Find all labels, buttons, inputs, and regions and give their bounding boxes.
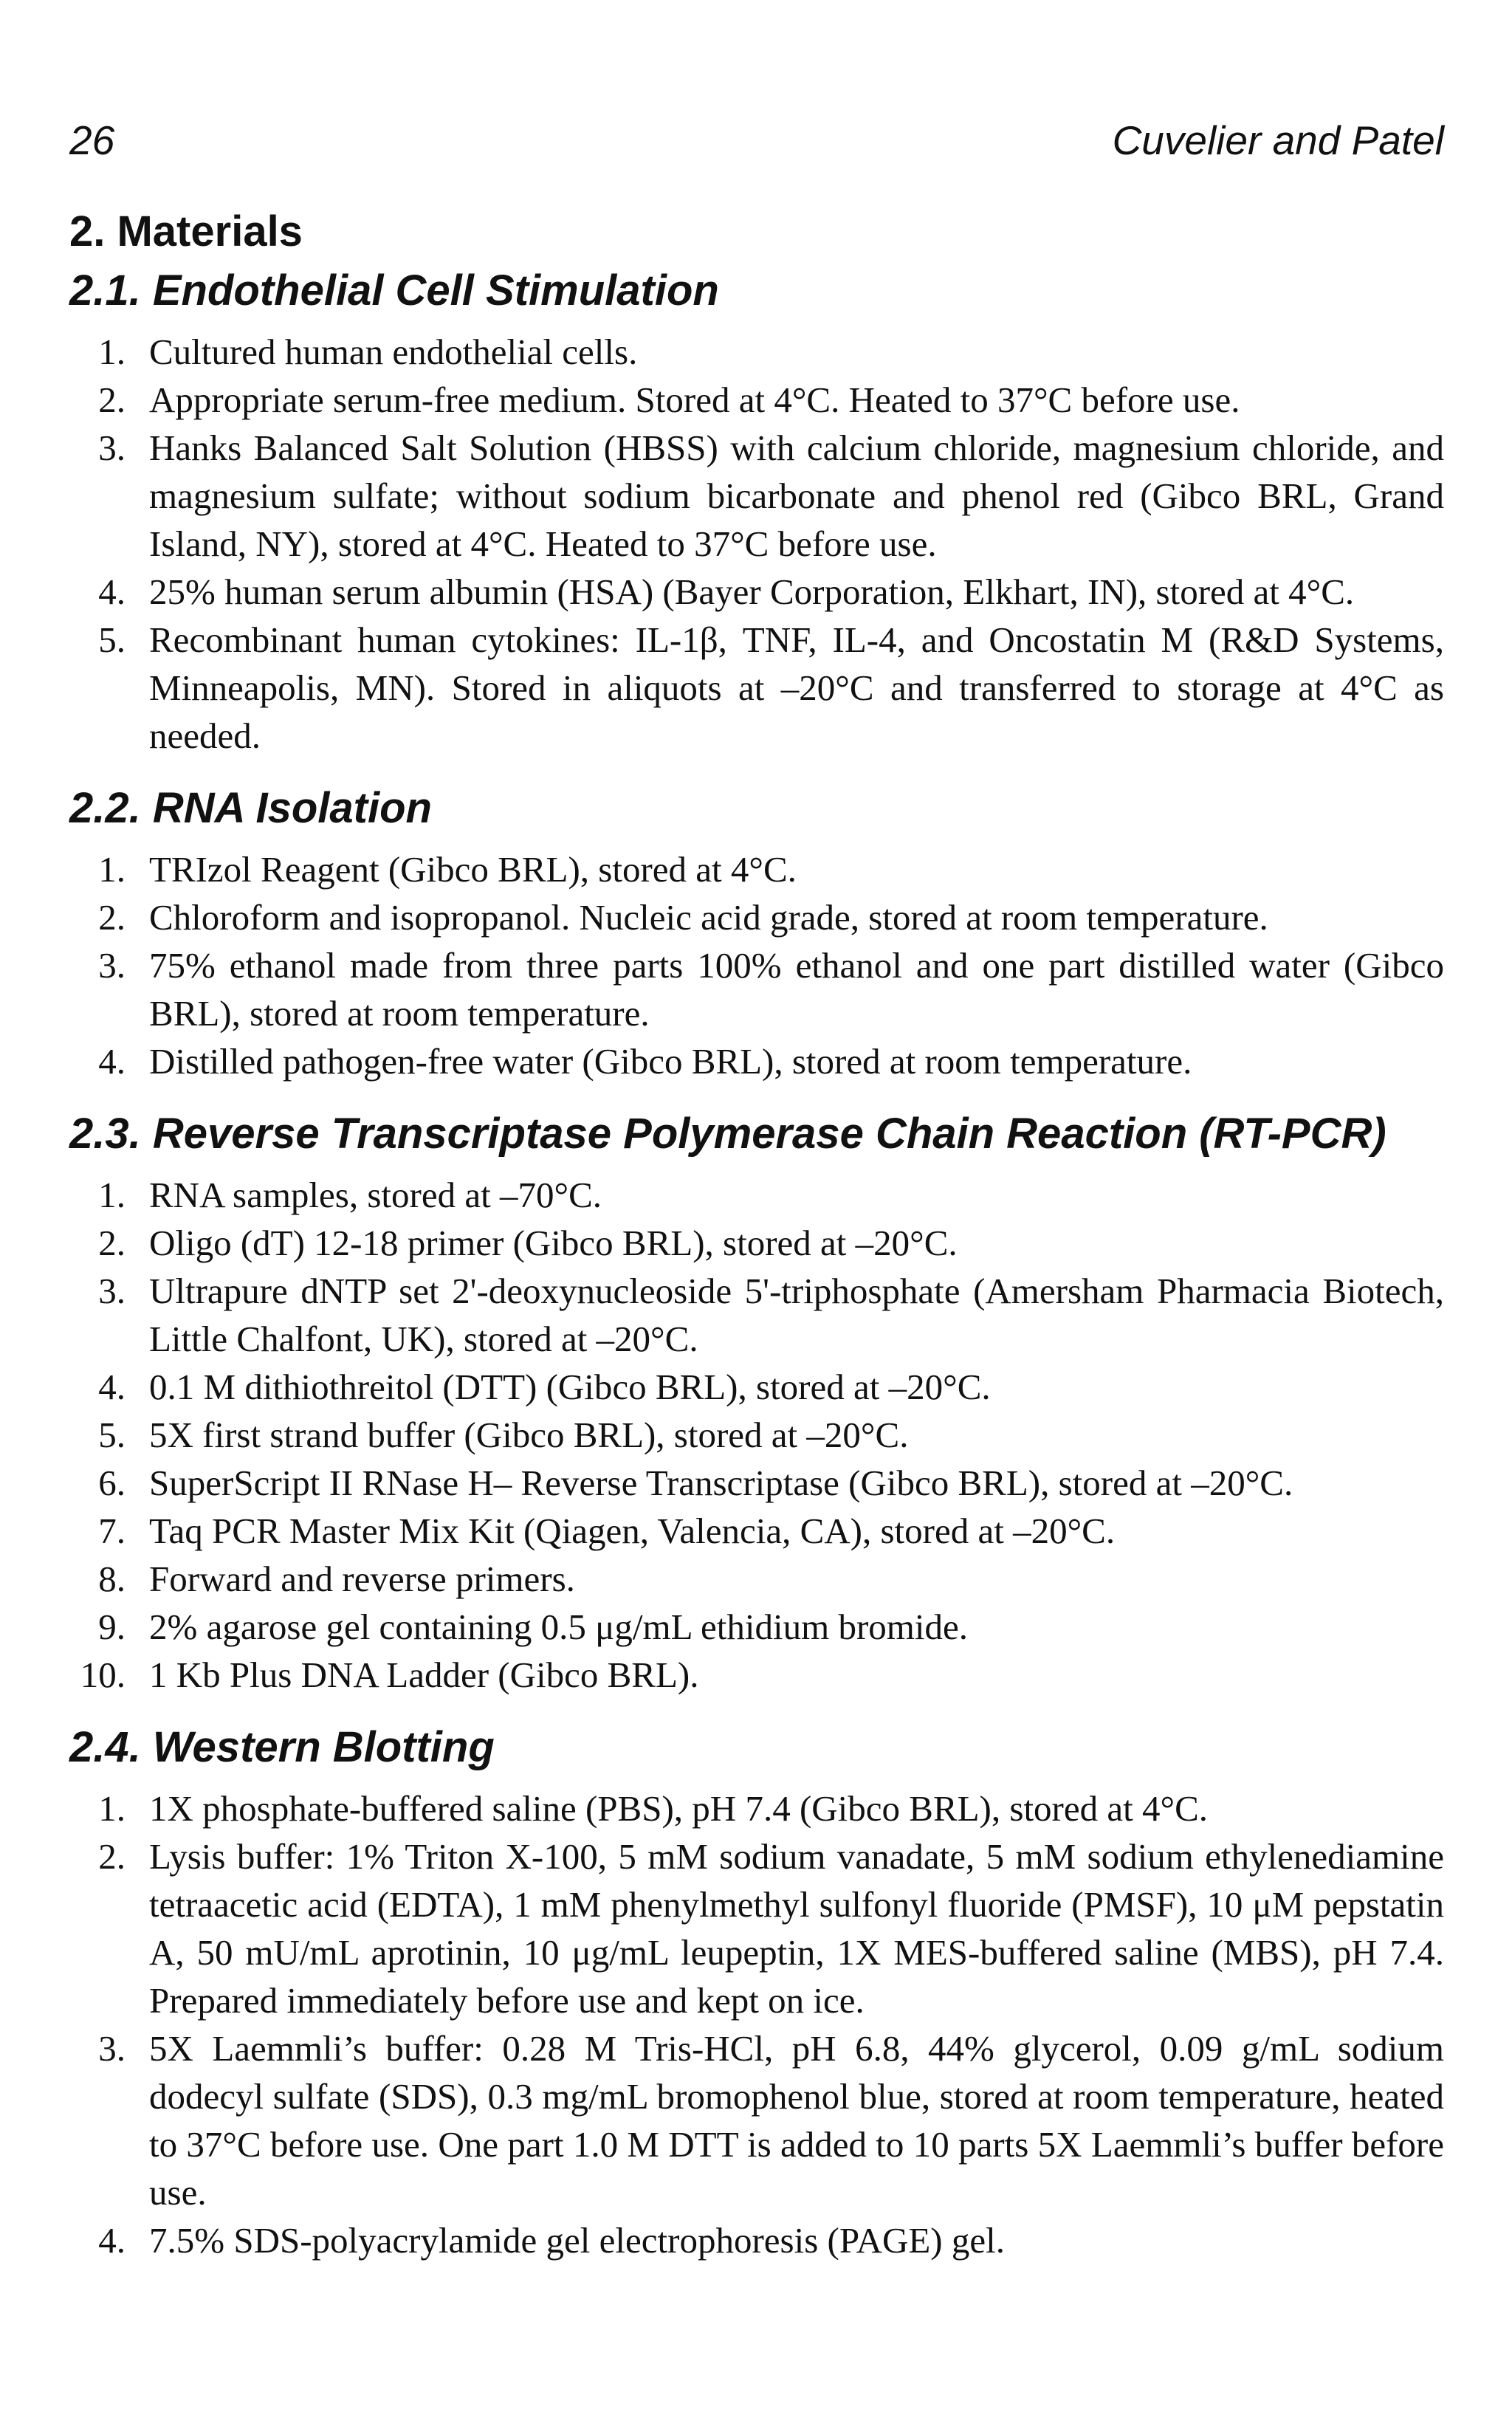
list-item: 2. Oligo (dT) 12-18 primer (Gibco BRL), stored at –20°C. [98, 1223, 958, 1263]
section-western-blotting [69, 1718, 1444, 2264]
list-item: 7. Taq PCR Master Mix Kit (Qiagen, Valencia, CA), stored at –20°C. [98, 1511, 1116, 1551]
list-item: 3. 75% ethanol made from three parts 100% ethanol and one part distilled water (Gibco BRL), stored at room temperature. [98, 945, 1444, 1034]
list-item: 1. RNA samples, stored at –70°C. [98, 1175, 602, 1215]
list-item: 1. Cultured human endothelial cells. [98, 331, 638, 372]
list-item: 3. 5X Laemmli’s buffer: 0.28 M Tris-HCl, pH 6.8, 44% glycerol, 0.09 g/mL sodium dodecyl sulfate (SDS), 0.3 mg/mL bromophenol blue, stored at room temperature, heated to 37°C before use. One part 1.0 M DTT is added to 10 parts 5X Laemmli’s buffer before use. [98, 2028, 1444, 2213]
running-head [69, 111, 1444, 170]
section-title: 2.4. Western Blotting [69, 1723, 495, 1771]
list-item: 3. Hanks Balanced Salt Solution (HBSS) with calcium chloride, magnesium chloride, and magnesium sulfate; without sodium bicarbonate and phenol red (Gibco BRL, Grand Island, NY), stored at 4°C. Heated to 37°C before use. [98, 427, 1444, 564]
list-item: 4. 25% human serum albumin (HSA) (Bayer Corporation, Elkhart, IN), stored at 4°C. [98, 571, 1355, 612]
list-item: 5. 5X first strand buffer (Gibco BRL), stored at –20°C. [98, 1415, 909, 1455]
list-item: 2. Appropriate serum-free medium. Stored at 4°C. Heated to 37°C before use. [98, 379, 1240, 420]
materials-list [69, 1784, 1444, 2264]
list-item: 4. 7.5% SDS-polyacrylamide gel electrophoresis (PAGE) gel. [98, 2220, 1005, 2261]
list-item: 3. Ultrapure dNTP set 2'-deoxynucleoside 5'-triphosphate (Amersham Pharmacia Biotech, Little Chalfont, UK), stored at –20°C. [98, 1271, 1444, 1359]
list-item: 9. 2% agarose gel containing 0.5 μg/mL ethidium bromide. [98, 1607, 969, 1647]
list-item: 10. 1 Kb Plus DNA Ladder (Gibco BRL). [80, 1654, 699, 1695]
list-item: 2. Chloroform and isopropanol. Nucleic acid grade, stored at room temperature. [98, 897, 1268, 938]
page-number: 26 [69, 117, 115, 163]
list-item: 4. 0.1 M dithiothreitol (DTT) (Gibco BRL), stored at –20°C. [98, 1367, 991, 1407]
document-page [69, 111, 1444, 2264]
list-item: 2. Lysis buffer: 1% Triton X-100, 5 mM sodium vanadate, 5 mM sodium ethylenediamine tetraacetic acid (EDTA), 1 mM phenylmethyl sulfonyl fluoride (PMSF), 10 μM pepstatin A, 50 mU/mL aprotinin, 10 μg/mL leupeptin, 1X MES-buffered saline (MBS), pH 7.4. Prepared immediately before use and kept on ice. [98, 1836, 1444, 2021]
section-endothelial-cell-stimulation [69, 261, 1444, 760]
list-item: 8. Forward and reverse primers. [98, 1559, 575, 1599]
materials-list [69, 328, 1444, 760]
list-item: 4. Distilled pathogen-free water (Gibco BRL), stored at room temperature. [98, 1041, 1192, 1082]
section-rt-pcr [69, 1104, 1444, 1699]
chapter-title: 2. Materials [69, 207, 303, 255]
section-title: 2.1. Endothelial Cell Stimulation [69, 267, 719, 315]
list-item: 1. TRIzol Reagent (Gibco BRL), stored at 4°C. [98, 849, 797, 890]
section-title: 2.3. Reverse Transcriptase Polymerase Chain Reaction (RT-PCR) [69, 1110, 1386, 1158]
materials-list [69, 1171, 1444, 1699]
running-title: Cuvelier and Patel [1112, 117, 1444, 163]
section-rna-isolation [69, 779, 1444, 1085]
list-item: 5. Recombinant human cytokines: IL-1β, TNF, IL-4, and Oncostatin M (R&D Systems, Minneapolis, MN). Stored in aliquots at –20°C and transferred to storage at 4°C as needed. [98, 619, 1444, 756]
section-title: 2.2. RNA Isolation [69, 784, 432, 832]
materials-list [69, 845, 1444, 1085]
list-item: 6. SuperScript II RNase H– Reverse Transcriptase (Gibco BRL), stored at –20°C. [98, 1463, 1293, 1503]
list-item: 1. 1X phosphate-buffered saline (PBS), pH 7.4 (Gibco BRL), stored at 4°C. [98, 1788, 1209, 1829]
